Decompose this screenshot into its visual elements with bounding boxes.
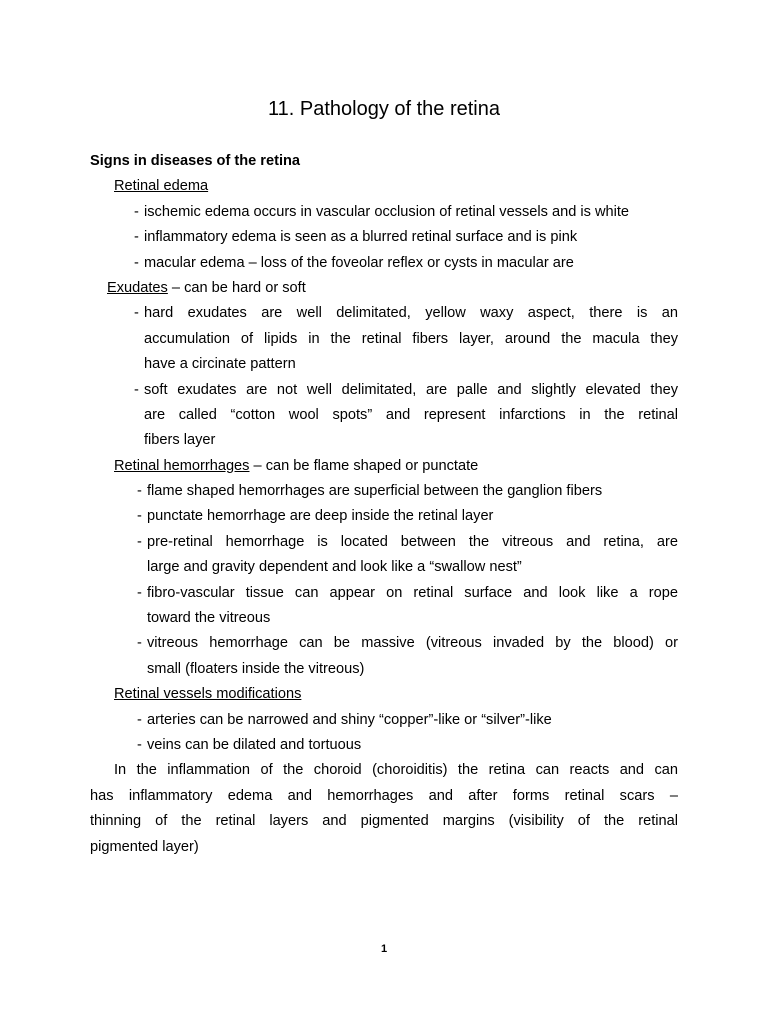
- bullet-dash: -: [134, 381, 139, 398]
- paragraph-line: has inflammatory edema and hemorrhages and after forms retinal scars –: [90, 787, 678, 804]
- list-item: [90, 479, 678, 504]
- bullet-dash: -: [134, 254, 139, 271]
- subsection-retinal-vessels: [90, 682, 678, 707]
- list-item-text: fibro-vascular tissue can appear on retinal surface and look like a rope: [147, 584, 678, 601]
- list-item-text: veins can be dilated and tortuous: [147, 736, 362, 753]
- bullet-dash: -: [137, 584, 142, 601]
- list-item-text: macular edema – loss of the foveolar reflex or cysts in macular are: [144, 254, 574, 271]
- list-item-text: arteries can be narrowed and shiny “copper”-like or “silver”-like: [147, 711, 552, 728]
- list-item-text: ischemic edema occurs in vascular occlusion of retinal vessels and is white: [144, 203, 630, 220]
- paragraph-line: In the inflammation of the choroid (choroiditis) the retina can reacts and can: [114, 762, 678, 779]
- paragraph-line: pigmented layer): [90, 838, 199, 855]
- list-item: [90, 251, 678, 276]
- bullet-dash: -: [137, 508, 142, 525]
- list-item: [90, 581, 678, 632]
- list-item-text: flame shaped hemorrhages are superficial between the ganglion fibers: [147, 483, 603, 500]
- list-item: [90, 200, 678, 225]
- list-item: [90, 530, 678, 581]
- list-item-text: accumulation of lipids in the retinal fibers layer, around the macula they: [144, 330, 678, 347]
- list-item-text: vitreous hemorrhage can be massive (vitreous invaded by the blood) or: [147, 635, 678, 652]
- list-item-text: soft exudates are not well delimitated, are palle and slightly elevated they: [144, 381, 678, 398]
- bullet-dash: -: [134, 229, 139, 246]
- bullet-dash: -: [137, 635, 142, 652]
- subsection-retinal-hemorrhages: [90, 454, 678, 479]
- document-body: [90, 149, 678, 860]
- subsection-label: Exudates: [107, 279, 168, 296]
- list-item-text: have a circinate pattern: [144, 356, 296, 373]
- bullet-dash: -: [137, 483, 142, 500]
- list-item-text: pre-retinal hemorrhage is located between the vitreous and retina, are: [147, 533, 678, 550]
- list-item: [90, 378, 678, 454]
- list-item-text: small (floaters inside the vitreous): [147, 660, 365, 677]
- list-item: [90, 631, 678, 682]
- bullet-dash: -: [134, 203, 139, 220]
- paragraph: [90, 758, 678, 860]
- subsection-label: Retinal edema: [114, 178, 209, 195]
- subsection-description: – can be hard or soft: [167, 279, 306, 296]
- list-item: [90, 301, 678, 377]
- list-item-text: punctate hemorrhage are deep inside the retinal layer: [147, 508, 494, 525]
- list-item-text: large and gravity dependent and look like a “swallow nest”: [147, 559, 522, 576]
- list-item-text: inflammatory edema is seen as a blurred retinal surface and is pink: [144, 229, 578, 246]
- subsection-label: Retinal hemorrhages: [114, 457, 250, 474]
- subsection-label: Retinal vessels modifications: [114, 686, 302, 703]
- list-item: [90, 708, 678, 733]
- bullet-dash: -: [137, 711, 142, 728]
- page-number: 1: [380, 943, 388, 955]
- list-item-text: hard exudates are well delimitated, yellow waxy aspect, there is an: [144, 305, 678, 322]
- bullet-dash: -: [134, 305, 139, 322]
- list-item: [90, 733, 678, 758]
- list-item: [90, 225, 678, 250]
- section-heading: Signs in diseases of the retina: [90, 153, 301, 169]
- bullet-dash: -: [137, 736, 142, 753]
- subsection-exudates: [90, 276, 678, 301]
- list-item: [90, 504, 678, 529]
- page-title: 11. Pathology of the retina: [267, 98, 500, 120]
- bullet-dash: -: [137, 533, 142, 550]
- list-item-text: fibers layer: [144, 432, 216, 449]
- paragraph-line: thinning of the retinal layers and pigmented margins (visibility of the retinal: [90, 813, 678, 830]
- list-item-text: are called “cotton wool spots” and represent infarctions in the retinal: [144, 406, 678, 423]
- subsection-description: – can be flame shaped or punctate: [249, 457, 479, 474]
- subsection-retinal-edema: [90, 174, 678, 199]
- list-item-text: toward the vitreous: [147, 610, 271, 627]
